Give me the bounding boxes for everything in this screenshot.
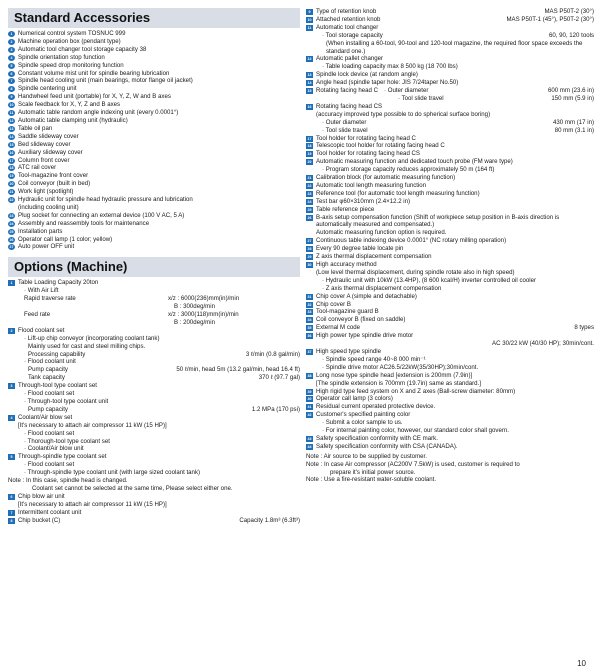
standard-accessory-item: 20 Coil conveyor (built in bed) [9, 180, 91, 188]
number-badge: 5 [8, 63, 15, 69]
option-item: 16 Rotating facing head CS (accuracy improved type possible to do spherical surface boring) · Outer diameter 430 mm (17 in) · Tool slide travel 80 mm (3.1 in) [307, 102, 594, 134]
standard-accessory-item: 26 Operator call lamp (1 color; yellow) [9, 235, 113, 243]
option-item: 5 Through-spindle type coolant set · Flood coolant set · Through-spindle type coolant unit (with large sized coolant tank) [8, 453, 300, 477]
number-badge: 25 [9, 229, 14, 234]
standard-accessories-list [8, 30, 300, 251]
option-item: 42 Customer's specified painting color · Submit a color sample to us. · For internal painting color, however, our standard color shall govern. [307, 411, 509, 435]
number-badge: 22 [9, 198, 14, 203]
option-item: 39 High rigid type feed system on X and Z axes (Ball-screw diameter: 80mm) [307, 387, 516, 395]
standard-accessory-item: 19 Tool-magazine front cover [9, 172, 89, 180]
number-badge: 26 [9, 237, 14, 242]
option-item: 15 Rotating facing head C · Outer diameter 600 mm (23.6 in) · Tool slide travel 150 mm (5.9 in) [307, 87, 594, 102]
number-badge: 21 [9, 190, 14, 195]
number-badge: 18 [9, 166, 14, 171]
option-item: 37 High speed type spindle · Spindle speed range 40~8 000 min⁻¹ · Spindle drive motor AC26.5/22kW(35/30HP);30min/cont. [307, 347, 479, 371]
standard-accessories-heading: Standard Accessories [8, 8, 300, 28]
number-badge: 1 [8, 31, 15, 37]
number-badge: 8 [8, 518, 15, 524]
option-item: 44 Safety specification conformity with CSA (CANADA). [307, 442, 458, 450]
number-badge: 16 [9, 150, 14, 155]
standard-accessory-item: 15 Bed slideway cover [9, 140, 71, 148]
standard-accessory-item: 7 Spindle head cooling unit (main bearings, motor flange oil jacket) [8, 77, 300, 85]
left-column [8, 8, 300, 524]
number-badge: 9 [8, 94, 15, 100]
standard-accessory-item: 10 Scale feedback for X, Y, Z and B axes [9, 101, 121, 109]
number-badge: 7 [8, 78, 15, 84]
option-item: 9 Type of retention knob MAS P50T-2 (30°) [306, 8, 594, 16]
number-badge: 20 [9, 182, 14, 187]
option-item: 29 Z axis thermal displacement compensation [307, 253, 432, 261]
standard-accessory-item: 14 Saddle slideway cover [9, 132, 79, 140]
number-badge: 2 [8, 39, 15, 45]
number-badge: 6 [8, 71, 15, 77]
number-badge: 24 [9, 221, 14, 226]
standard-accessory-item: 12 Automatic table clamping unit (hydraulic) [9, 116, 128, 124]
standard-accessory-item: 16 Auxiliary slideway cover [9, 148, 83, 156]
number-badge: 1 [8, 280, 15, 286]
standard-accessory-item: 13 Table oil pan [9, 124, 53, 132]
option-item: 34 Coil conveyor B (fixed on saddle) [307, 316, 406, 324]
number-badge: 15 [9, 142, 14, 147]
option-item: 11 Automatic tool changer · Tool storage capacity 60, 90, 120 tools (When installing a 60-tool, 90-tool and 120-tool magazine, the required floor space exceeds the standard one.) [307, 23, 594, 55]
number-badge: 5 [8, 454, 15, 460]
option-item: 7 Intermittent coolant unit [8, 509, 300, 517]
number-badge: 11 [9, 111, 14, 116]
standard-accessory-item: 23 Plug socket for connecting an external device (100 V AC, 5 A) [9, 211, 185, 219]
number-badge: 23 [9, 213, 14, 218]
option-item: 13 Spindle lock device (at random angle) [307, 71, 418, 79]
note: Note : In this case, spindle head is changed. Coolant set cannot be selected at the same time, Please select either one. [8, 477, 233, 492]
option-item: 30 High accuracy method (Low level thermal displacement, during spindle rotate also in high speed) · Hydraulic unit with 10kW (13.4HP), (8 600 kcal/H) inverter controlled oil cooler · Z axis thermal displacement compensation [307, 261, 537, 292]
number-badge: 4 [8, 55, 15, 61]
options-machine-heading: Options (Machine) [8, 257, 300, 277]
number-badge: 7 [8, 510, 15, 516]
option-item: 24 Test bar φ60×310mm (2.4×12.2 in) [307, 197, 411, 205]
number-badge: 14 [9, 134, 14, 139]
number-badge: 10 [9, 103, 14, 108]
number-badge: 17 [9, 158, 14, 163]
standard-accessory-item: 2 Machine operation box (pendant type) [8, 38, 300, 46]
standard-accessory-item: 22 Hydraulic unit for spindle head hydraulic pressure and lubrication (including cooling unit) [9, 196, 193, 211]
standard-accessory-item: 6 Constant volume mist unit for spindle bearing lubrication [8, 70, 300, 78]
number-badge: 3 [8, 383, 15, 389]
standard-accessory-item: 24 Assembly and reassembly tools for maintenance [9, 219, 150, 227]
number-badge: 6 [8, 494, 15, 500]
option-item: 31 Chip cover A (simple and detachable) [307, 292, 417, 300]
standard-accessory-item: 4 Spindle orientation stop function [8, 54, 300, 62]
option-item: 28 Every 90 degree table locate pin [307, 245, 404, 253]
number-badge: 13 [9, 126, 14, 131]
standard-accessory-item: 3 Automatic tool changer tool storage capacity 38 [8, 46, 300, 54]
option-item: 26 B-axis setup compensation function (Shift of workpiece setup position in B-axis direction is automatically measured and compensated.) Automatic measuring function option is required. [307, 213, 560, 237]
option-item: 20 Automatic measuring function and dedicated touch probe (FM ware type) · Program storage capacity reduces approximately 50 m (164 ft) [307, 158, 513, 174]
standard-accessory-item: 1 Numerical control system TOSNUC 999 [8, 30, 300, 38]
option-item: 10 Attached retention knob MAS P50T-1 (45°), P50T-2 (30°) [307, 15, 594, 23]
standard-accessory-item: 11 Automatic table random angle indexing unit (every 0.0001°) [9, 109, 179, 117]
option-item: 14 Angle head (spindle taper hole: JIS 7/24taper No.50) [307, 79, 459, 87]
option-item: 1 Table Loading Capacity 20ton · With Air Lift Rapid traverse rate x/z : 6000(236)mm(in)/min B : 300deg/min Feed rate x/z : 3000(118)mm(in)/min B : 200deg/min [8, 279, 300, 326]
option-item: 18 Telescopic tool holder for rotating facing head C [307, 142, 445, 150]
option-item: 17 Tool holder for rotating facing head C [307, 134, 416, 142]
standard-accessory-item: 21 Work light (spotlight) [9, 188, 74, 196]
option-item: 4 Coolant/Air blow set [It's necessary to attach air compressor 11 kW (15 HP)] · Flood coolant set · Thorough-tool type coolant set · Coolant/Air blow unit [8, 414, 300, 454]
standard-accessory-item: 8 Spindle centering unit [8, 85, 300, 93]
standard-accessory-item: 27 Auto power OFF unit [9, 243, 75, 251]
option-item: 25 Table reference piece [307, 205, 375, 213]
option-item: 22 Automatic tool length measuring function [307, 181, 427, 189]
option-item: 2 Flood coolant set · Lift-up chip conveyor (incorporating coolant tank) Mainly used for cast and steel milling chips. Processing capability 3 ℓ/min (0.8 gal/min) · Flood coolant unit Pump capacity 50 ℓ/min, head 5m (13.2 gal/min, head 16.4 ft) Tank capacity 370 ℓ (97.7 gal) [8, 327, 300, 382]
number-badge: 27 [9, 245, 14, 250]
option-item: 35 External M code 8 types [307, 324, 594, 332]
page-number: 10 [577, 659, 586, 668]
options-machine-list [8, 279, 300, 524]
option-item: 43 Safety specification conformity with CE mark. [307, 434, 438, 442]
option-item: 19 Tool holder for rotating facing head CS [307, 150, 420, 158]
option-item: 38 Long nose type spindle head [extension is 200mm (7.9in)] [The spindle extension is 700mm (19.7in) same as standard.] [307, 371, 481, 387]
number-badge: 4 [8, 415, 15, 421]
standard-accessory-item: 5 Spindle speed drop monitoring function [8, 62, 300, 70]
standard-accessory-item: 17 Column front cover [9, 156, 70, 164]
option-item: 36 High power type spindle drive motor AC 30/22 kW (40/30 HP); 30min/cont. [307, 332, 594, 348]
standard-accessory-item: 18 ATC rail cover [9, 164, 57, 172]
number-badge: 19 [9, 174, 14, 179]
option-item: 27 Continuous table indexing device 0.0001° (NC rotary milling operation) [307, 237, 507, 245]
option-item: 6 Chip blow air unit [It's necessary to attach air compressor 11 kW (15 HP)] [8, 493, 300, 509]
option-item: 3 Through-tool type coolant set · Flood coolant set · Through-tool type coolant unit Pump capacity 1.2 MPa (170 psi) [8, 382, 300, 414]
number-badge: 12 [9, 118, 14, 123]
option-item: 41 Residual current operated protective device. [307, 403, 436, 411]
option-item: 21 Calibration block (for automatic measuring function) [307, 174, 456, 182]
right-column [306, 8, 594, 484]
option-item: 32 Chip cover B [307, 300, 351, 308]
option-item: 23 Reference tool (for automatic tool length measuring function) [307, 189, 480, 197]
number-badge: 8 [8, 86, 15, 92]
standard-accessory-item: 25 Installation parts [9, 227, 63, 235]
number-badge: 2 [8, 328, 15, 334]
option-item: 12 Automatic pallet changer · Table loading capacity max 8 500 kg (18 700 lbs) [307, 55, 458, 71]
notes: Note : Air source to be supplied by customer. Note : In case Air compressor (AC200V 7.5kW) is used, customer is required to prepare it's initial power source. Note : Use a fire-resistant water-soluble coolant. [306, 452, 520, 484]
option-item: 8 Chip bucket (C) Capacity 1.8m³ (6.3ft³) [8, 517, 300, 525]
option-item: 33 Tool-magazine guard B [307, 308, 379, 316]
number-badge: 3 [8, 47, 15, 53]
standard-accessory-item: 9 Handwheel feed unit (portable) for X, Y, Z, W and B axes [8, 93, 300, 101]
option-item: 40 Operator call lamp (3 colors) [307, 395, 393, 403]
